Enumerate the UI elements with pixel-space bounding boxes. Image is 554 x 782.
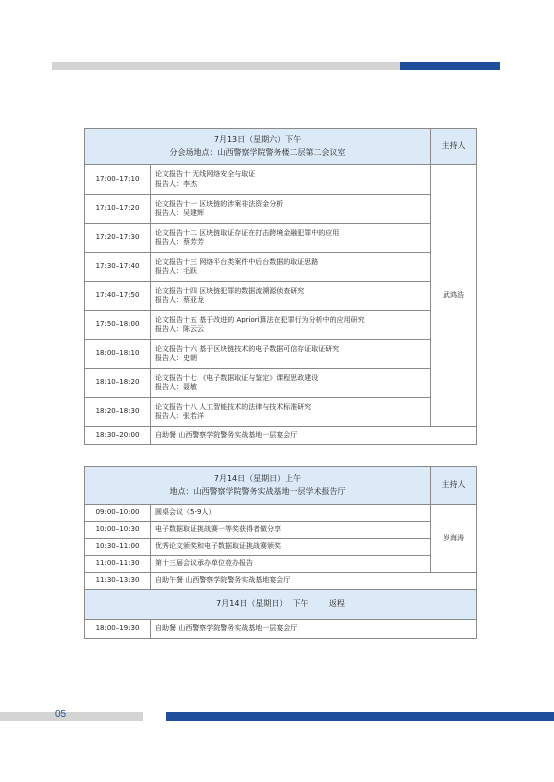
table-row [85,195,477,224]
reporter: 报告人：聂敏 [155,383,197,391]
row-time: 17:50–18:00 [85,311,151,340]
table-row [85,556,477,573]
report-title: 论文报告十五 基于改进的 Apriori算法在犯罪行为分析中的应用研究 [155,315,365,324]
session1-header-date: 7月13日（星期六）下午 [213,134,302,144]
bottom-blue-bar [166,712,554,721]
reporter: 报告人：陈云云 [155,325,204,333]
reporter: 报告人：毛跃 [155,267,197,275]
table-row [85,340,477,369]
row-time: 17:00–17:10 [85,165,151,195]
row-content [151,282,431,311]
reporter: 报告人：张若洋 [155,412,204,420]
table-row [85,398,477,427]
row-time: 11:00–11:30 [85,556,151,573]
reporter: 报告人：史朝 [155,354,197,362]
report-title: 论文报告十一 区块链的涉案非法资金分析 [155,199,284,208]
row-content [151,165,431,195]
table-row [85,427,477,445]
report-title: 论文报告十二 区块链取证存证在打击跨境金融犯罪中的应用 [155,228,340,237]
session2-schedule-table [84,466,477,639]
row-time: 17:10–17:20 [85,195,151,224]
row-content: 电子数据取证挑战赛一等奖获得者做分享 [151,522,431,539]
row-time: 11:30–13:30 [85,573,151,590]
session2-header-location: 地点：山西警察学院警务实战基地一层学术报告厅 [169,486,346,496]
row-time: 17:30–17:40 [85,253,151,282]
session2-afternoon-header: 7月14日（星期日） 下午 返程 [85,590,477,620]
bottom-gray-bar [0,712,143,721]
row-time: 17:20–17:30 [85,224,151,253]
reporter: 报告人：吴建辉 [155,209,204,217]
session1-schedule-table [84,128,477,445]
session1-header-location: 分会场地点：山西警察学院警务楼二层第二会议室 [169,147,346,157]
session1-header [85,129,431,165]
row-time: 18:10–18:20 [85,369,151,398]
row-time: 18:20–18:30 [85,398,151,427]
report-title: 论文报告十六 基于区块链技术的电子数据可信存证取证研究 [155,344,340,353]
row-time: 18:00–19:30 [85,620,151,639]
row-content: 优秀论文颁奖和电子数据取证挑战赛颁奖 [151,539,431,556]
table-row [85,253,477,282]
reporter: 报告人：蔡芳芳 [155,238,204,246]
row-time: 17:40–17:50 [85,282,151,311]
table-row [85,573,477,590]
row-content [151,224,431,253]
top-gray-bar [52,62,400,70]
dinner-text: 自助餐 山西警察学院警务实战基地一层宴会厅 [155,430,298,439]
row-content [151,398,431,427]
row-content [151,369,431,398]
table-row [85,620,477,639]
session1-host-header: 主持人 [431,129,477,165]
reporter: 报告人：蔡亚龙 [155,296,204,304]
row-content: 自助午餐 山西警察学院警务实战基地宴会厅 [151,573,477,590]
table-row [85,282,477,311]
report-title: 论文报告十三 网络平台类案件中后台数据的取证思路 [155,257,319,266]
row-content: 圆桌会议（5-9人） [151,505,431,522]
report-title: 论文报告十四 区块链犯罪的数据流溯源侦查研究 [155,286,305,295]
row-time: 10:00–10:30 [85,522,151,539]
row-time: 10:30–11:00 [85,539,151,556]
session2-header-date: 7月14日（星期日）上午 [213,473,302,483]
table-row [85,505,477,522]
row-content [151,195,431,224]
report-title: 论文报告十七 《电子数据取证与鉴定》课程思政建设 [155,373,319,382]
reporter: 报告人：李杰 [155,179,197,188]
table-row [85,539,477,556]
row-content [151,340,431,369]
session2-host: 岁海涛 [431,505,477,573]
row-time: 18:00–18:10 [85,340,151,369]
table-row [85,369,477,398]
row-content [151,311,431,340]
report-title: 论文报告十八 人工智能技术的法律与技术标准研究 [155,402,312,411]
report-title: 论文报告十 无线网络安全与取证 [155,170,256,179]
row-time: 09:00–10:00 [85,505,151,522]
session2-host-header: 主持人 [431,467,477,505]
row-content: 自助餐 山西警察学院警务实战基地一层宴会厅 [151,620,477,639]
page-number: 05 [55,709,67,720]
session2-header [85,467,431,505]
row-content [151,253,431,282]
row-time: 18:30–20:00 [85,427,151,445]
table-row [85,224,477,253]
session1-host: 武鸿浩 [431,165,477,427]
row-content [151,427,477,445]
table-row [85,165,477,195]
row-content: 第十三届会议承办单位竞办报告 [151,556,431,573]
table-row [85,522,477,539]
table-row [85,311,477,340]
top-blue-bar [400,62,500,70]
